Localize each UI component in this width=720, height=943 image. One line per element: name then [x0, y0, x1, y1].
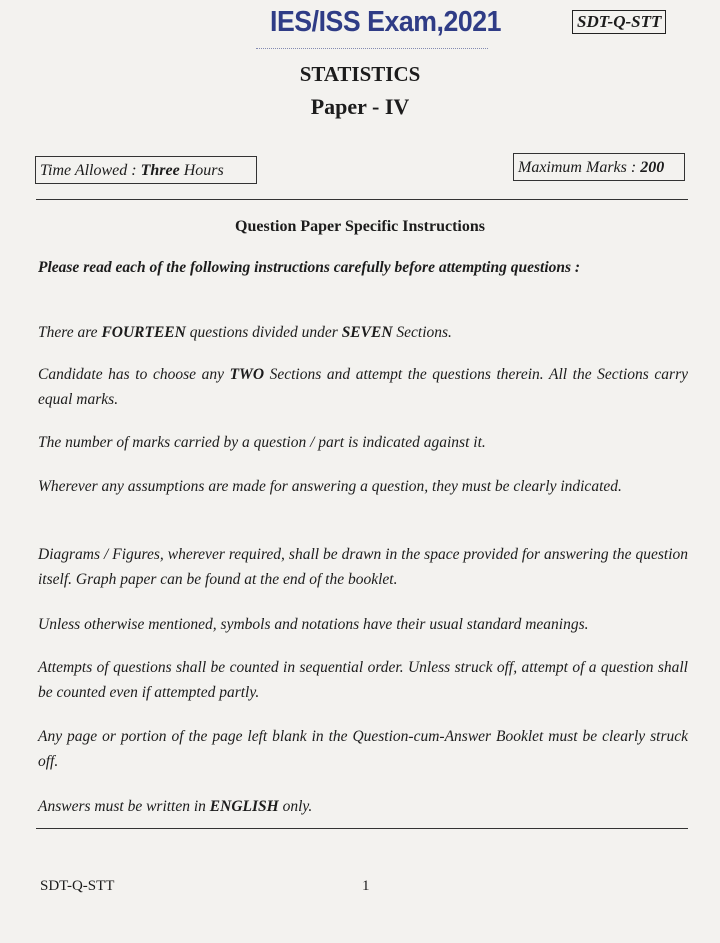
- time-allowed-label: Time Allowed :: [40, 162, 141, 179]
- instruction-sequential-order: Attempts of questions shall be counted in sequential order. Unless struck off, attempt of a question shall be counted even if attempted partly.: [38, 659, 688, 701]
- instruction-marks: The number of marks carried by a question / part is indicated against it.: [38, 434, 486, 451]
- footer-paper-code: SDT-Q-STT: [40, 878, 115, 894]
- instructions-lead: Please read each of the following instructions carefully before attempting questions :: [38, 259, 581, 276]
- bottom-divider: [36, 828, 688, 829]
- stamp-underline: [256, 45, 488, 49]
- maximum-marks-box: [513, 153, 685, 181]
- time-allowed-suffix: Hours: [179, 162, 224, 179]
- instruction-notations: Unless otherwise mentioned, symbols and notations have their usual standard meanings.: [38, 616, 589, 633]
- paper-subtitle: Paper - IV: [310, 94, 410, 119]
- instruction-diagrams: Diagrams / Figures, wherever required, shall be drawn in the space provided for answering the question itself. Graph paper can be found at the end of the booklet.: [38, 546, 688, 588]
- paper-title: STATISTICS: [299, 62, 421, 86]
- maximum-marks-label: Maximum Marks :: [518, 159, 641, 176]
- instruction-blank-pages: Any page or portion of the page left blank in the Question-cum-Answer Booklet must be clearly struck off.: [38, 728, 688, 770]
- instruction-language: Answers must be written in ENGLISH only.: [38, 798, 313, 815]
- paper-code-box: SDT-Q-STT: [572, 10, 666, 34]
- top-divider: [36, 199, 688, 200]
- maximum-marks-value: 200: [640, 159, 665, 176]
- footer-page-number: 1: [362, 878, 370, 894]
- time-allowed-box: [35, 156, 257, 184]
- instruction-choose-sections: Candidate has to choose any TWO Sections and attempt the questions therein. All the Sections carry equal marks.: [38, 366, 688, 408]
- instructions-heading: Question Paper Specific Instructions: [235, 218, 485, 235]
- time-allowed-value: Three: [140, 162, 180, 179]
- exam-stamp: IES/ISS Exam,2021: [270, 6, 501, 38]
- instruction-assumptions: Wherever any assumptions are made for answering a question, they must be clearly indicated.: [38, 478, 622, 495]
- instruction-fourteen-questions: There are FOURTEEN questions divided under SEVEN Sections.: [38, 324, 452, 341]
